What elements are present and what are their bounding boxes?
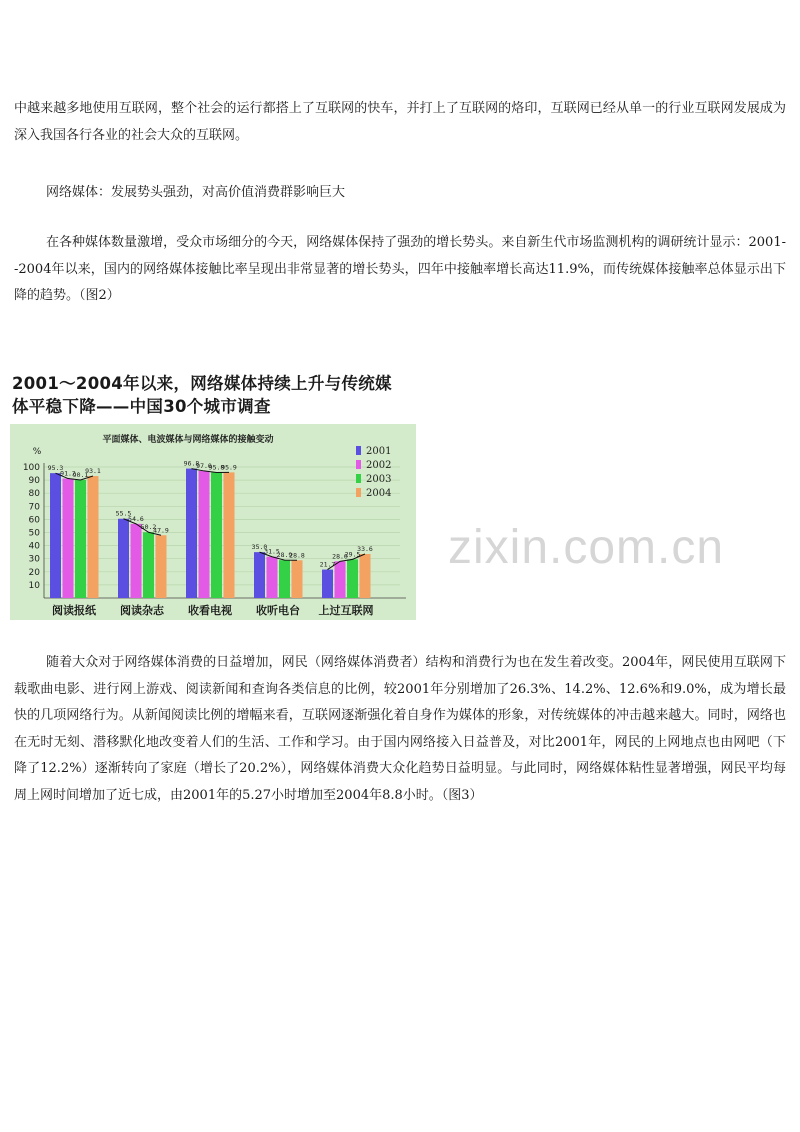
media-contact-chart: [10, 424, 416, 620]
bar-2001-2: [118, 519, 129, 598]
bar-2003-3: [211, 473, 222, 598]
figure-title-line-2: 体平稳下降——中国30个城市调查: [12, 397, 271, 416]
x-category-label: 阅读报纸: [52, 604, 96, 617]
bar-2003-5: [347, 559, 358, 598]
section-heading: 网络媒体：发展势头强劲，对高价值消费群影响巨大: [46, 185, 346, 200]
bar-2004-5: [360, 554, 371, 598]
figure-title-line-1: 2001～2004年以来，网络媒体持续上升与传统媒: [12, 374, 392, 393]
x-category-label: 阅读杂志: [120, 604, 164, 617]
watermark: zixin.com.cn: [448, 521, 725, 574]
data-label: 55.5: [115, 509, 132, 518]
bar-2002-5: [335, 561, 346, 598]
bar-2003-1: [75, 480, 86, 598]
bar-2002-3: [199, 471, 210, 598]
bar-2004-4: [292, 560, 303, 598]
data-label: 28.0: [332, 552, 348, 561]
y-tick-label: 90: [28, 476, 40, 487]
legend-swatch-2001: [356, 446, 361, 455]
data-label: 50.2: [140, 523, 157, 532]
data-label: 54.6: [128, 514, 144, 523]
legend-label-2002: 2002: [366, 460, 392, 471]
figure-title: [12, 372, 416, 418]
data-label: 95.9: [221, 463, 237, 472]
data-label: 35.0: [251, 543, 268, 552]
bar-2001-1: [50, 473, 61, 598]
bar-2001-3: [186, 469, 197, 598]
data-label: 95.3: [47, 464, 64, 473]
chart-title: 平面媒体、电波媒体与网络媒体的接触变动: [102, 435, 274, 445]
legend-label-2001: 2001: [366, 446, 392, 457]
x-category-label: 上过互联网: [318, 604, 374, 617]
data-label: 47.9: [153, 526, 169, 535]
y-tick-label: 100: [22, 463, 40, 473]
data-label: 97.0: [196, 461, 212, 470]
y-tick-label: 80: [28, 489, 40, 500]
data-label: 21.7: [319, 560, 336, 569]
y-axis-unit: %: [32, 447, 42, 457]
legend-swatch-2002: [356, 460, 361, 469]
bar-2002-4: [267, 557, 278, 598]
data-label: 95.8: [208, 463, 225, 472]
data-label: 28.9: [276, 551, 293, 560]
y-tick-label: 40: [28, 541, 40, 552]
data-label: 31.5: [264, 547, 280, 556]
y-tick-label: 60: [28, 515, 40, 526]
legend-label-2004: 2004: [366, 488, 392, 499]
y-tick-label: 50: [28, 528, 40, 539]
paragraph-2: 在各种媒体数量激增，受众市场细分的今天，网络媒体保持了强劲的增长势头。来自新生代市场监测机构的调研统计显示：2001--2004年以来，国内的网络媒体接触比率呈现出非常显著的增长势头，四年中接触率增长高达11.9%，而传统媒体接触率总体显示出下降的趋势。（图2）: [14, 235, 786, 303]
x-category-label: 收看电视: [188, 604, 232, 617]
paragraph-1: 中越来越多地使用互联网，整个社会的运行都搭上了互联网的快车，并打上了互联网的烙印，互联网已经从单一的行业互联网发展成为深入我国各行各业的社会大众的互联网。: [14, 101, 786, 143]
y-tick-label: 70: [28, 502, 40, 513]
bar-2003-2: [143, 532, 154, 598]
data-label: 28.8: [289, 551, 305, 560]
figure-2: [10, 372, 416, 620]
y-tick-label: 30: [28, 554, 40, 565]
data-label: 93.1: [85, 467, 101, 476]
bar-2004-3: [224, 472, 235, 598]
data-label: 90.1: [72, 470, 89, 479]
legend-swatch-2004: [356, 488, 361, 497]
bar-2002-2: [131, 524, 142, 598]
data-label: 29.5: [344, 550, 361, 559]
bar-2004-2: [156, 535, 167, 598]
bar-2001-4: [254, 552, 265, 598]
bar-2003-4: [279, 560, 290, 598]
y-tick-label: 10: [28, 580, 40, 591]
data-label: 91.2: [60, 469, 76, 478]
legend-label-2003: 2003: [366, 474, 392, 485]
legend-swatch-2003: [356, 474, 361, 483]
bar-2004-1: [88, 476, 99, 598]
x-category-label: 收听电台: [256, 604, 300, 617]
bar-2002-1: [63, 479, 74, 598]
paragraph-3: 随着大众对于网络媒体消费的日益增加，网民（网络媒体消费者）结构和消费行为也在发生着改变。2004年，网民使用互联网下载歌曲电影、进行网上游戏、阅读新闻和查询各类信息的比例，较2001年分别增加了26.3%、14.2%、12.6%和9.0%，成为增长最快的几项网络行为。从新闻阅读比例的增幅来看，互联网逐渐强化着自身作为媒体的形象，对传统媒体的冲击越来越大。同时，网络也在无时无刻、潜移默化地改变着人们的生活、工作和学习。由于国内网络接入日益普及，对比2001年，网民的上网地点也由网吧（下降了12.2%）逐渐转向了家庭（增长了20.2%），网络媒体消费大众化趋势日益明显。与此同时，网络媒体粘性显著增强，网民平均每周上网时间增加了近七成，由2001年的5.27小时增加至2004年8.8小时。（图3）: [14, 655, 786, 803]
bar-2001-5: [322, 570, 333, 598]
data-label: 96.8: [183, 459, 200, 468]
y-tick-label: 20: [28, 567, 40, 578]
data-label: 33.6: [357, 544, 373, 553]
